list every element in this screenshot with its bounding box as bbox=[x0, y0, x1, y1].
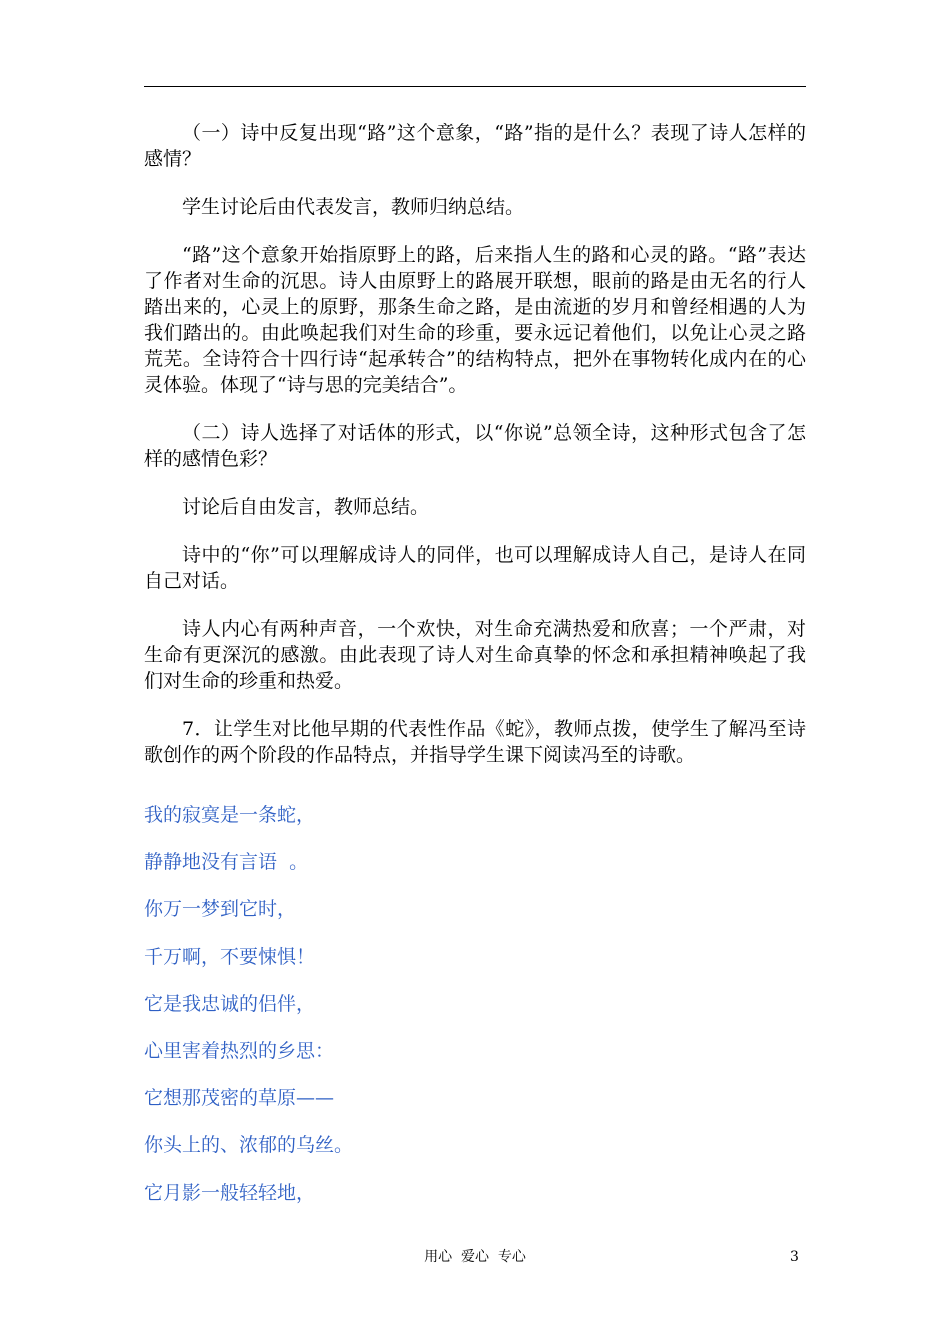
discussion-note-two: 讨论后自由发言，教师总结。 bbox=[182, 496, 430, 518]
poem-line: 静静地没有言语 。 bbox=[144, 851, 309, 874]
answer-road-imagery: “路”这个意象开始指原野上的路，后来指人生的路和心灵的路。“路”表达了作者对生命的沉思。诗人由原野上的路展开联想，眼前的路是由无名的行人踏出来的，心灵上的原野，那条生命之路，是由流逝的岁月和曾经相遇的人为我们踏出的。由此唤起我们对生命的珍重，要永远记着他们，以免让心灵之路荒芜。全诗符合十四行诗“起承转合”的结构特点，把外在事物转化成内在的心灵体验。体现了“诗与思的完美结合”。 bbox=[144, 244, 806, 396]
footer-motto: 用心 爱心 专心 bbox=[424, 1249, 526, 1265]
poem-line: 它是我忠诚的侣伴， bbox=[144, 992, 316, 1015]
answer-two-voices: 诗人内心有两种声音，一个欢快，对生命充满热爱和欣喜；一个严肃，对生命有更深沉的感激。由此表现了诗人对生命真挚的怀念和承担精神唤起了我们对生命的珍重和热爱。 bbox=[144, 618, 806, 692]
poem-line: 心里害着热烈的乡思： bbox=[144, 1039, 335, 1062]
poem-line: 我的寂寞是一条蛇， bbox=[144, 804, 316, 826]
header-rule bbox=[144, 86, 806, 87]
document-body bbox=[144, 120, 806, 790]
poem-snake bbox=[144, 802, 806, 1227]
answer-you-meaning: 诗中的“你”可以理解成诗人的同伴，也可以理解成诗人自己，是诗人在同自己对话。 bbox=[144, 544, 806, 592]
poem-line: 你万一梦到它时， bbox=[144, 898, 297, 921]
poem-line: 它月影一般轻轻地， bbox=[144, 1181, 316, 1204]
question-one: （一）诗中反复出现“路”这个意象，“路”指的是什么？表现了诗人怎样的感情？ bbox=[144, 122, 806, 170]
step-seven: 7．让学生对比他早期的代表性作品《蛇》，教师点拨，使学生了解冯至诗歌创作的两个阶段的作品特点，并指导学生课下阅读冯至的诗歌。 bbox=[144, 718, 806, 766]
poem-line: 你头上的、浓郁的乌丝。 bbox=[144, 1134, 354, 1157]
discussion-note-one: 学生讨论后由代表发言，教师归纳总结。 bbox=[182, 196, 525, 218]
poem-line: 它想那茂密的草原—— bbox=[144, 1087, 335, 1110]
page-number: 3 bbox=[790, 1249, 799, 1265]
poem-line: 千万啊，不要悚惧！ bbox=[144, 945, 316, 968]
question-two: （二）诗人选择了对话体的形式，以“你说”总领全诗，这种形式包含了怎样的感情色彩？ bbox=[144, 422, 806, 470]
